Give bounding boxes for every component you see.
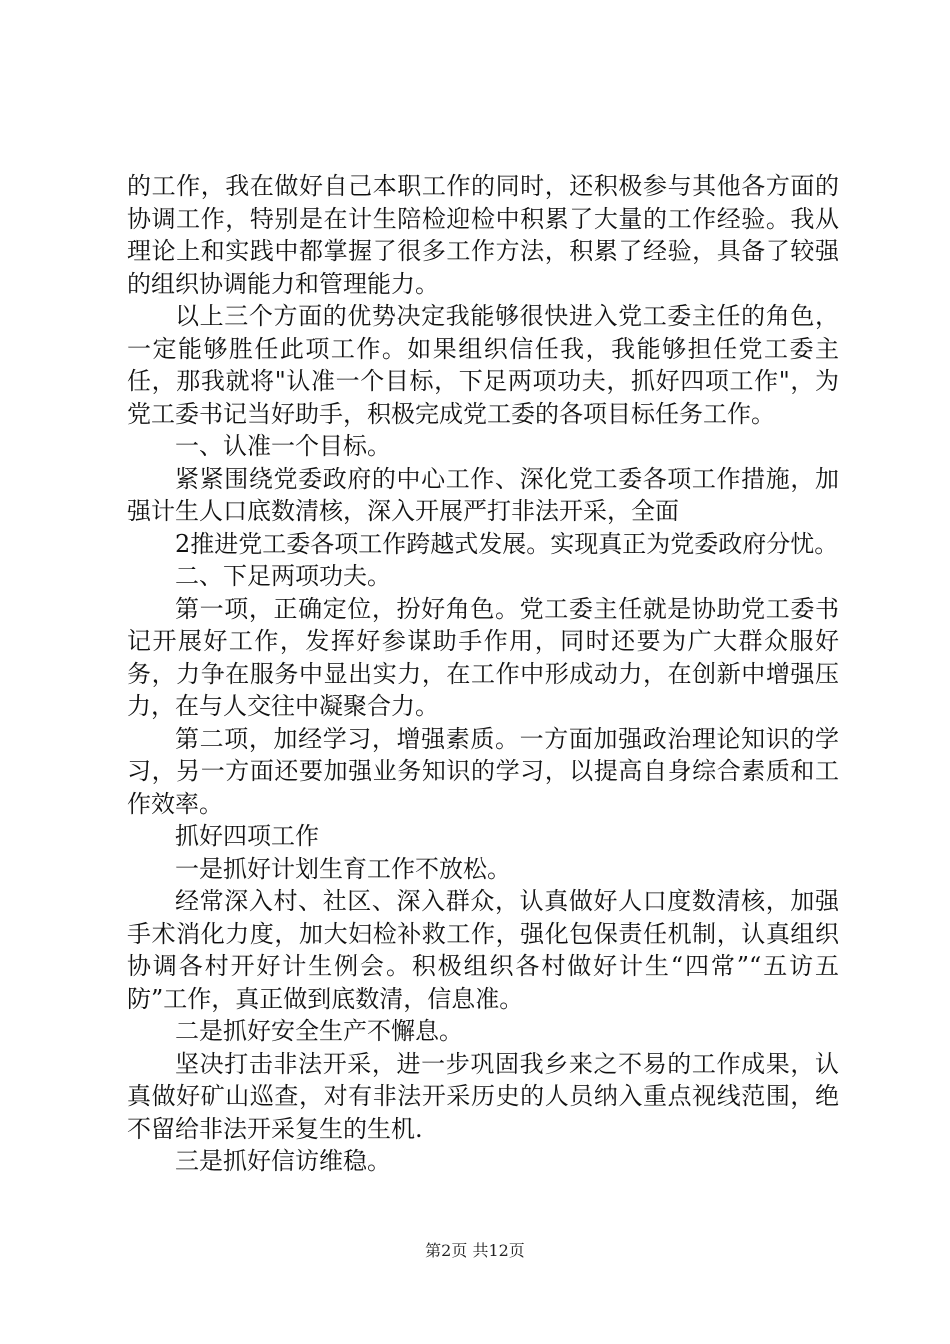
- heading-task-three: 三是抓好信访维稳。: [175, 1147, 391, 1175]
- heading-two-efforts: 二、下足两项功夫。: [175, 562, 391, 590]
- page-footer: 第2页 共12页: [425, 1241, 525, 1260]
- paragraph-continuation: 的工作，我在做好自己本职工作的同时，还积极参与其他各方面的协调工作，特别是在计生陪检迎检中积累了大量的工作经验。我从理论上和实践中都掌握了很多工作方法，积累了经验，具备了较强的组织协调能力和管理能力。: [127, 172, 839, 298]
- heading-task-two: 二是抓好安全生产不懈息。: [175, 1017, 463, 1045]
- paragraph-goal-detail: 紧紧围绕党委政府的中心工作、深化党工委各项工作措施，加强计生人口底数清核，深入开展严打非法开采，全面: [127, 464, 839, 525]
- paragraph-task-two: 坚决打击非法开采，进一步巩固我乡来之不易的工作成果，认真做好矿山巡查，对有非法开采历史的人员纳入重点视线范围，绝不留给非法开采复生的生机.: [127, 1049, 839, 1143]
- paragraph-effort-two: 第二项，加经学习，增强素质。一方面加强政治理论知识的学习，另一方面还要加强业务知识的学习，以提高自身综合素质和工作效率。: [127, 724, 839, 818]
- heading-task-one: 一是抓好计划生育工作不放松。: [175, 854, 511, 883]
- paragraph-advantages: 以上三个方面的优势决定我能够很快进入党工委主任的角色，一定能够胜任此项工作。如果组织信任我，我能够担任党工委主任，那我就将"认准一个目标，下足两项功夫，抓好四项工作"，为党工委书记当好助手，积极完成党工委的各项目标任务工作。: [127, 302, 839, 428]
- paragraph-task-one: 经常深入村、社区、深入群众，认真做好人口度数清核，加强手术消化力度，加大妇检补救工作，强化包保责任机制，认真组织协调各村开好计生例会。积极组织各村做好计生“四常”“五访五防”工作，真正做到底数清，信息准。: [127, 887, 839, 1013]
- heading-four-tasks: 抓好四项工作: [175, 822, 319, 850]
- document-body: [127, 170, 839, 1178]
- heading-one-goal: 一、认准一个目标。: [175, 432, 391, 460]
- paragraph-goal-continued: 2推进党工委各项工作跨越式发展。实现真正为党委政府分忧。: [175, 529, 839, 558]
- paragraph-effort-one: 第一项，正确定位，扮好角色。党工委主任就是协助党工委书记开展好工作，发挥好参谋助手作用，同时还要为广大群众服好务，力争在服务中显出实力，在工作中形成动力，在创新中增强压力，在与人交往中凝聚合力。: [127, 594, 839, 720]
